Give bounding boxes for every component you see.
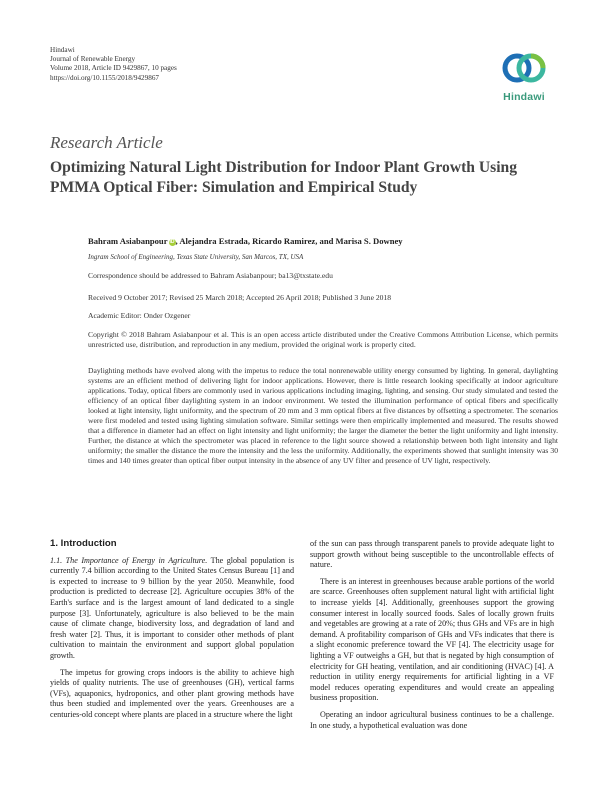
paragraph: of the sun can pass through transparent panels to provide adequate light to support growth without being susceptible to the uncontrollable effects of nature. (310, 539, 554, 570)
logo-text: Hindawi (503, 91, 545, 103)
body-column-right (310, 539, 554, 737)
body-column-left (50, 539, 294, 727)
paragraph: There is an interest in greenhouses because arable portions of the world are scarce. Greenhouses often supplement natural light with artificial light to increase yields [4]. Additionally, greenhouses support the growing consumer interest in locally sourced foods. Sales of locally grown fruits and vegetables are growing at a rate of 20%; thus GHs and VFs are in high demand. A profitability comparison of GHs and VFs indicates that there is a slight economic preference toward the VF [4]. The electricity usage for lighting a VF outweighs a GH, but that is negated by high consumption of electricity for GH heating, ventilation, and air conditioning (HVAC) [4]. A reduction in utility energy requirements for artificial lighting in a VF model reduces operating expenditures and would create an appealing business proposition. (310, 576, 554, 703)
orcid-icon[interactable]: iD (169, 239, 175, 245)
subsection-heading: 1.1. The Importance of Energy in Agriculture. (50, 555, 208, 565)
paragraph: Operating an indoor agricultural business continues to be a challenge. In one study, a hypothetical evaluation was done (310, 709, 554, 730)
publication-dates: Received 9 October 2017; Revised 25 March 2018; Accepted 26 April 2018; Published 3 June 2018 (88, 293, 392, 302)
hindawi-logo-icon (499, 46, 549, 90)
paragraph-text: The global population is currently 7.4 billion according to the United States Census Bureau [1] and is expected to increase to 9 billion by the year 2050. Meanwhile, food production is predicted to decrease [2]. Agriculture occupies 38% of the Earth's surface and is the largest amount of land dedicated to a single purpose [3]. Unfortunately, agriculture is also believed to be the main cause of climate change, biodiversity loss, and degradation of land and fresh water [2]. Thus, it is important to consider other methods of plant cultivation to maintain the environment and support global population growth. (50, 555, 294, 660)
academic-editor: Academic Editor: Onder Ozgener (88, 311, 191, 320)
journal-name: Journal of Renewable Energy (50, 55, 136, 64)
author-first[interactable]: Bahram Asiabanpour (88, 236, 168, 246)
hindawi-logo (494, 46, 554, 110)
publisher-name: Hindawi (50, 46, 75, 54)
paragraph (50, 556, 294, 662)
author-list (88, 236, 558, 246)
doi-link[interactable]: https://doi.org/10.1155/2018/9429867 (50, 73, 160, 82)
section-heading-introduction: 1. Introduction (50, 538, 117, 549)
paper-title: Optimizing Natural Light Distribution for Indoor Plant Growth Using PMMA Optical Fiber: Simulation and Empirical Study (50, 159, 517, 196)
author-rest: , Alejandra Estrada, Ricardo Ramirez, and Marisa S. Downey (175, 236, 403, 246)
journal-header (50, 46, 177, 83)
correspondence: Correspondence should be addressed to Bahram Asiabanpour; ba13@txstate.edu (88, 271, 333, 280)
copyright-notice: Copyright © 2018 Bahram Asiabanpour et al. This is an open access article distributed under the Creative Commons Attribution License, which permits unrestricted use, distribution, and reproduction in any medium, provided the original work is properly cited. (88, 330, 558, 349)
paragraph: The impetus for growing crops indoors is the ability to achieve high yields of quality nutrients. The use of greenhouses (GH), vertical farms (VFs), aquaponics, hydroponics, and other plant growing methods have thus been studied and implemented over the years. Greenhouses are a centuries-old concept where plants are placed in a structure where the light (50, 667, 294, 719)
abstract: Daylighting methods have evolved along with the impetus to reduce the total nonrenewable utility energy consumed by lighting. In general, daylighting systems are an efficient method of delivering light for indoor applications. However, there is little research looking specifically at indoor agriculture applications. Today, optical fibers are commonly used in various applications including imaging, lighting, and sensing. Our study simulated and tested the efficiency of an optical fiber daylighting system in an indoor environment. We tested the illumination performance of optical fibers and specifically looked at light intensity, light uniformity, and the spectrum of 20 mm and 3 mm optical fibers at five distances by offsetting a spectrometer. The scenarios were first modeled and tested using lighting simulation software. Similar settings were then empirically implemented and measured. The results showed that a difference in diameter had an effect on light intensity and light uniformity; the larger the diameter the better the light uniformity and light intensity. Further, the distance at which the spectrometer was placed in reference to the light source showed a relationship between both light intensity and light uniformity; the smaller the distance the more the intensity and the less the uniformity. Additionally, the experiments showed that sunlight intensity was 30 times and 140 times greater than optical fiber output intensity in the absence of any UV filter and presence of UV light, respectively. (88, 366, 558, 465)
article-type: Research Article (50, 133, 163, 152)
affiliation: Ingram School of Engineering, Texas State University, San Marcos, TX, USA (88, 253, 304, 261)
volume-info: Volume 2018, Article ID 9429867, 10 pages (50, 64, 177, 73)
